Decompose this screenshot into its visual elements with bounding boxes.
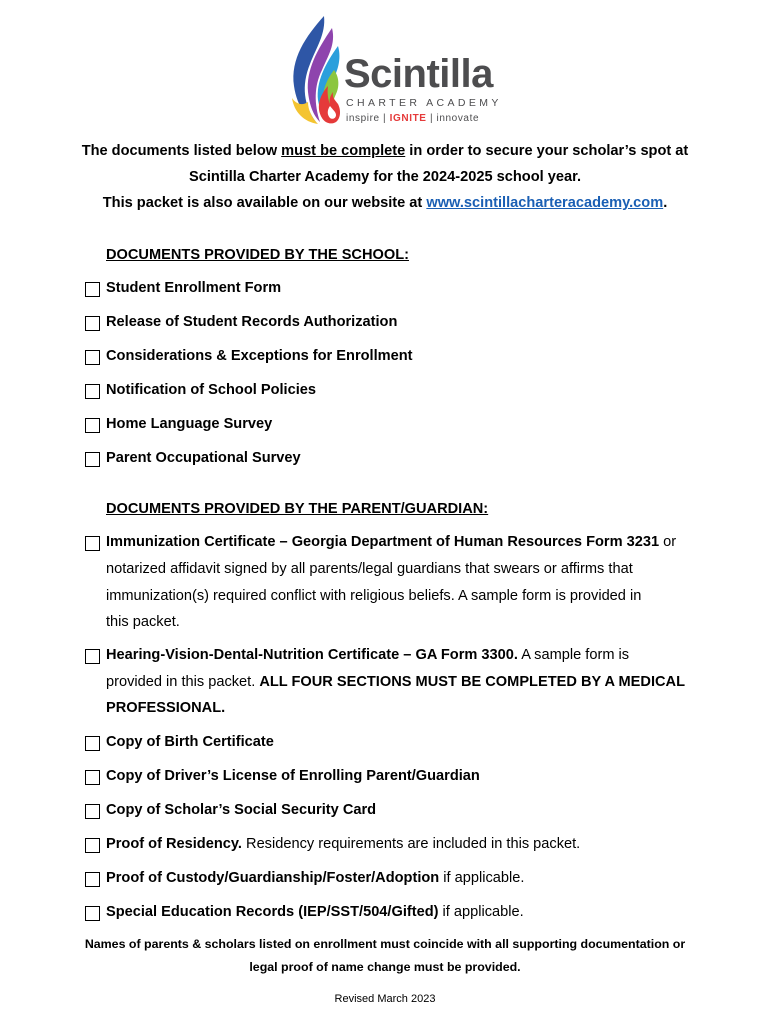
- item-residency: [106, 837, 580, 852]
- custody-title: Proof of Custody/Guardianship/Foster/Adoption: [106, 870, 440, 886]
- immunization-line-2: notarized affidavit signed by all parents/legal guardians that swears or affirms that: [106, 561, 633, 577]
- immunization-rest: or: [659, 534, 677, 550]
- special-ed-rest: if applicable.: [438, 904, 524, 920]
- logo-name: Scintilla: [344, 52, 493, 96]
- logo-tagline: [346, 114, 479, 124]
- intro-text: .: [663, 195, 668, 211]
- item-birth-certificate: Copy of Birth Certificate: [106, 734, 274, 750]
- checkbox-considerations[interactable]: [85, 350, 100, 365]
- intro-emphasis: must be complete: [281, 143, 406, 159]
- checkbox-social-security[interactable]: [85, 804, 100, 819]
- checkbox-residency[interactable]: [85, 838, 100, 853]
- school-section-heading: DOCUMENTS PROVIDED BY THE SCHOOL:: [106, 247, 409, 263]
- intro-text: This packet is also available on our website at: [102, 195, 427, 211]
- item-school-policies: Notification of School Policies: [106, 382, 317, 398]
- hearing-line-3: PROFESSIONAL.: [106, 700, 226, 716]
- checkbox-birth-certificate[interactable]: [85, 736, 100, 751]
- item-social-security: Copy of Scholar’s Social Security Card: [106, 802, 377, 818]
- hearing-title: Hearing-Vision-Dental-Nutrition Certificate – GA Form 3300.: [106, 647, 518, 663]
- immunization-title: Immunization Certificate – Georgia Department of Human Resources Form 3231: [106, 534, 660, 550]
- checkbox-school-policies[interactable]: [85, 384, 100, 399]
- revision-date: Revised March 2023: [334, 993, 436, 1005]
- checkbox-immunization[interactable]: [85, 536, 100, 551]
- flame-logo-icon: [284, 14, 344, 128]
- immunization-line-4: this packet.: [106, 614, 180, 630]
- checkbox-language-survey[interactable]: [85, 418, 100, 433]
- item-special-education: [106, 905, 524, 920]
- school-logo: [284, 14, 502, 128]
- checkbox-custody[interactable]: [85, 872, 100, 887]
- intro-line-1: [20, 144, 750, 159]
- logo-subtitle: CHARTER ACADEMY: [346, 97, 502, 109]
- intro-text: The documents listed below: [81, 143, 282, 159]
- item-hearing-vision: [106, 648, 629, 663]
- immunization-line-3: immunization(s) required conflict with religious beliefs. A sample form is provided in: [106, 588, 642, 604]
- intro-line-3: [20, 196, 750, 211]
- checkbox-drivers-license[interactable]: [85, 770, 100, 785]
- intro-text: in order to secure your scholar’s spot at: [405, 143, 689, 159]
- footer-note-line-1: Names of parents & scholars listed on enrollment must coincide with all supporting documentation or: [84, 937, 686, 951]
- checkbox-occupational-survey[interactable]: [85, 452, 100, 467]
- item-enrollment-form: Student Enrollment Form: [106, 280, 282, 296]
- item-drivers-license: Copy of Driver’s License of Enrolling Parent/Guardian: [106, 768, 480, 784]
- residency-title: Proof of Residency.: [106, 836, 242, 852]
- parent-section-heading: DOCUMENTS PROVIDED BY THE PARENT/GUARDIAN:: [106, 501, 489, 517]
- hearing-rest: A sample form is: [517, 647, 630, 663]
- special-ed-title: Special Education Records (IEP/SST/504/Gifted): [106, 904, 439, 920]
- hearing-cont-bold: ALL FOUR SECTIONS MUST BE COMPLETED BY A MEDICAL: [259, 674, 685, 690]
- item-considerations: Considerations & Exceptions for Enrollment: [106, 348, 413, 364]
- website-link[interactable]: www.scintillacharteracademy.com: [426, 195, 664, 211]
- hearing-cont-text: provided in this packet.: [106, 674, 260, 690]
- checkbox-records-release[interactable]: [85, 316, 100, 331]
- item-language-survey: Home Language Survey: [106, 416, 273, 432]
- custody-rest: if applicable.: [439, 870, 525, 886]
- item-records-release: Release of Student Records Authorization: [106, 314, 398, 330]
- checkbox-hearing-vision[interactable]: [85, 649, 100, 664]
- tagline-ignite: IGNITE: [389, 113, 427, 124]
- intro-line-2: Scintilla Charter Academy for the 2024-2025 school year.: [188, 169, 582, 185]
- item-custody: [106, 871, 524, 886]
- item-occupational-survey: Parent Occupational Survey: [106, 450, 301, 466]
- tagline-inspire: inspire |: [346, 113, 390, 124]
- residency-rest: Residency requirements are included in this packet.: [241, 836, 581, 852]
- checkbox-special-education[interactable]: [85, 906, 100, 921]
- hearing-line-2: [106, 675, 685, 690]
- tagline-innovate: | innovate: [426, 113, 480, 124]
- item-immunization: [106, 535, 676, 550]
- checkbox-enrollment-form[interactable]: [85, 282, 100, 297]
- footer-note-line-2: legal proof of name change must be provided.: [249, 960, 521, 974]
